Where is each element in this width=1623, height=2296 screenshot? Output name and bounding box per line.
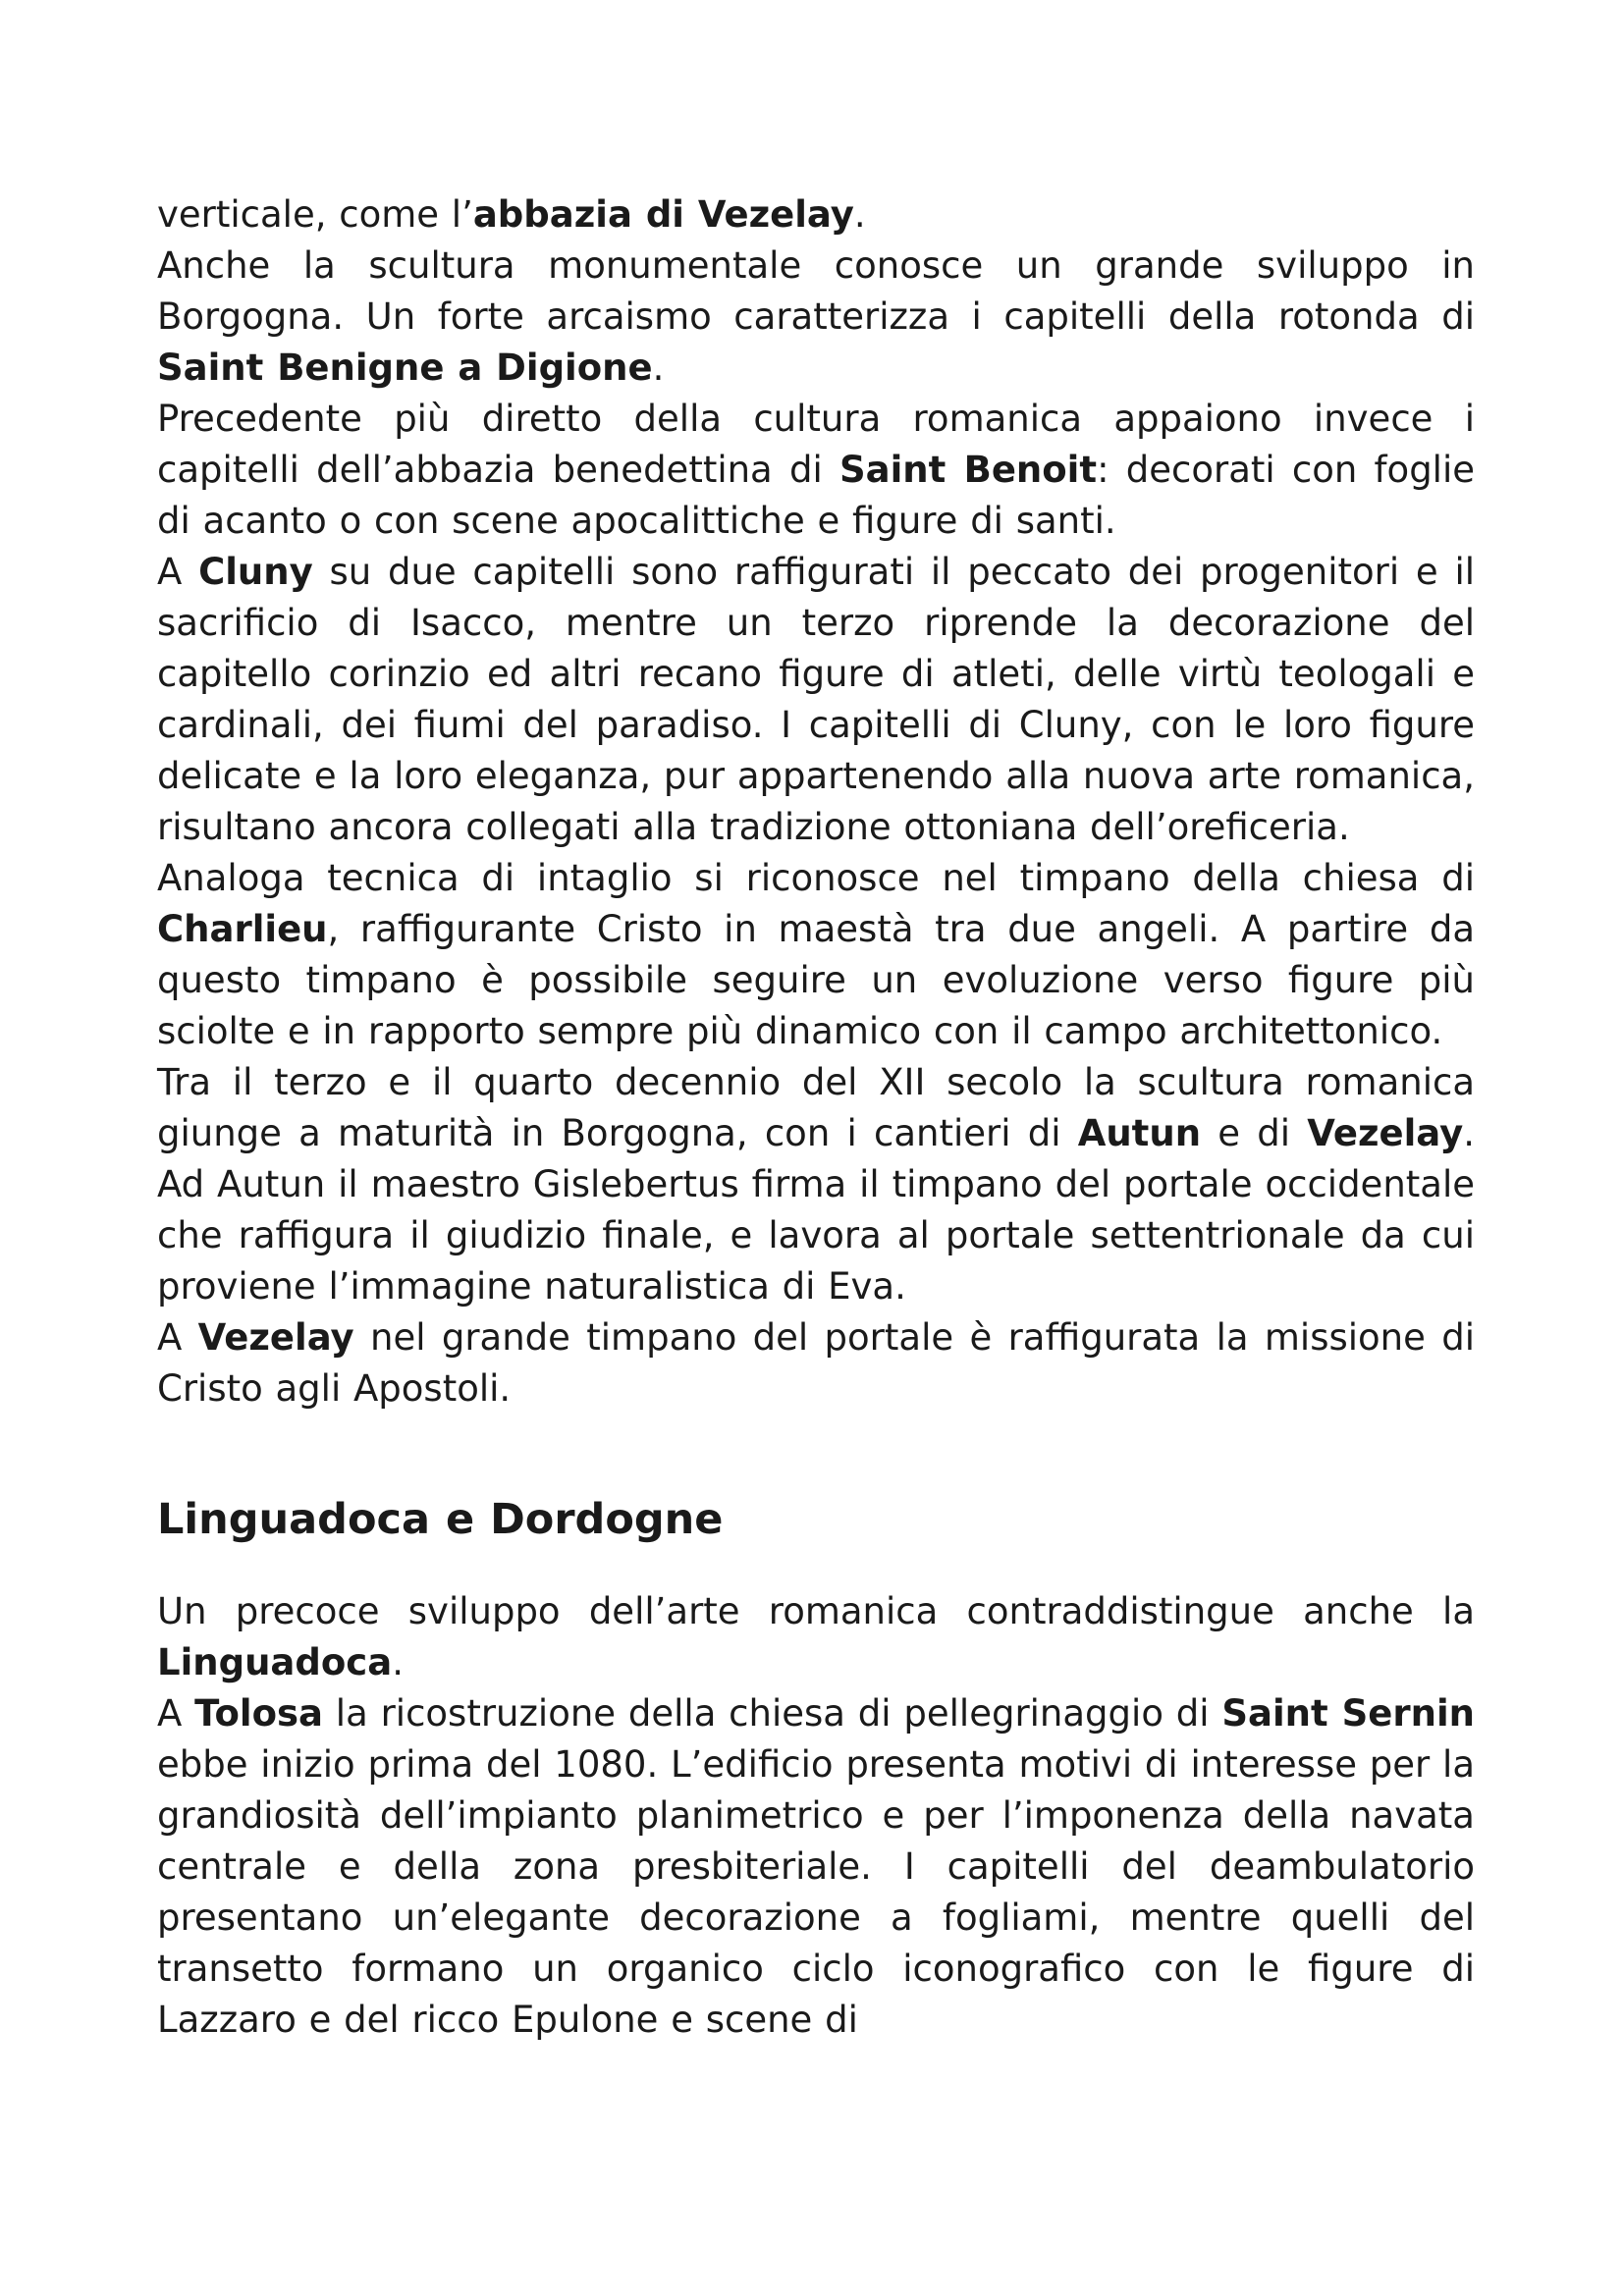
bold-term: Linguadoca <box>157 1641 393 1683</box>
bold-term: Charlieu <box>157 908 328 950</box>
text-run: la ricostruzione della chiesa di pellegrinaggio di <box>322 1692 1222 1735</box>
paragraph <box>157 394 1475 547</box>
text-run: su due capitelli sono raffigurati il peccato dei progenitori e il sacrificio di Isacco, mentre un terzo riprende la decorazione del capitello corinzio ed altri recano figure di atleti, delle virtù teologali e cardinali, dei fiumi del paradiso. I capitelli di Cluny, con le loro figure delicate e la loro eleganza, pur appartenendo alla nuova arte romanica, risultano ancora collegati alla tradizione ottoniana dell’oreficeria. <box>157 551 1475 848</box>
paragraph <box>157 1057 1475 1312</box>
text-run: . <box>652 347 665 389</box>
text-run: Precedente più diretto della cultura romanica appaiono invece i capitelli dell’abbazia benedettina di <box>157 398 1475 491</box>
paragraph <box>157 853 1475 1057</box>
section-heading: Linguadoca e Dordogne <box>157 1495 724 1544</box>
paragraph <box>157 189 1475 240</box>
bold-term: Saint Benigne a Digione <box>157 347 653 389</box>
text-run: Anche la scultura monumentale conosce un grande sviluppo in Borgogna. Un forte arcaismo caratterizza i capitelli della rotonda di <box>157 244 1475 338</box>
paragraphs-after <box>157 1586 1475 2046</box>
text-run: A <box>157 1316 198 1359</box>
paragraph <box>157 1688 1475 2046</box>
paragraph <box>157 547 1475 853</box>
bold-term: Vezelay <box>1307 1112 1464 1154</box>
paragraph <box>157 1312 1475 1415</box>
text-run: , raffigurante Cristo in maestà tra due angeli. A partire da questo timpano è possibile seguire un evoluzione verso figure più sciolte e in rapporto sempre più dinamico con il campo architettonico. <box>157 908 1475 1052</box>
text-run: Un precoce sviluppo dell’arte romanica contraddistingue anche la <box>157 1590 1475 1632</box>
text-run: : decorati con foglie di acanto o con scene apocalittiche e figure di santi. <box>157 449 1475 542</box>
bold-term: Saint Sernin <box>1221 1692 1475 1735</box>
paragraphs-before <box>157 189 1475 1415</box>
text-run: . <box>853 193 866 236</box>
text-run: nel grande timpano del portale è raffigurata la missione di Cristo agli Apostoli. <box>157 1316 1475 1410</box>
bold-term: abbazia di Vezelay <box>472 193 854 236</box>
body-text <box>157 189 1475 2046</box>
paragraph <box>157 240 1475 394</box>
bold-term: Vezelay <box>197 1316 354 1359</box>
text-run: A <box>157 1692 195 1735</box>
text-run: . <box>392 1641 404 1683</box>
bold-term: Saint Benoit <box>839 449 1098 491</box>
text-run: verticale, come l’ <box>157 193 473 236</box>
bold-term: Tolosa <box>194 1692 323 1735</box>
paragraph <box>157 1586 1475 1688</box>
text-run: Analoga tecnica di intaglio si riconosce nel timpano della chiesa di <box>157 857 1475 899</box>
text-run: e di <box>1201 1112 1308 1154</box>
bold-term: Autun <box>1077 1112 1202 1154</box>
text-run: A <box>157 551 199 593</box>
bold-term: Cluny <box>198 551 313 593</box>
text-run: Tra il terzo e il quarto decennio del XII secolo la scultura romanica giunge a maturità in Borgogna, con i cantieri di <box>157 1061 1475 1154</box>
text-run: . Ad Autun il maestro Gislebertus firma il timpano del portale occidentale che raffigura il giudizio finale, e lavora al portale settentrionale da cui proviene l’immagine naturalistica di Eva. <box>157 1112 1475 1308</box>
text-run: ebbe inizio prima del 1080. L’edificio presenta motivi di interesse per la grandiosità dell’impianto planimetrico e per l’imponenza della navata centrale e della zona presbiteriale. I capitelli del deambulatorio presentano un’elegante decorazione a fogliami, mentre quelli del transetto formano un organico ciclo iconografico con le figure di Lazzaro e del ricco Epulone e scene di <box>157 1743 1475 2041</box>
